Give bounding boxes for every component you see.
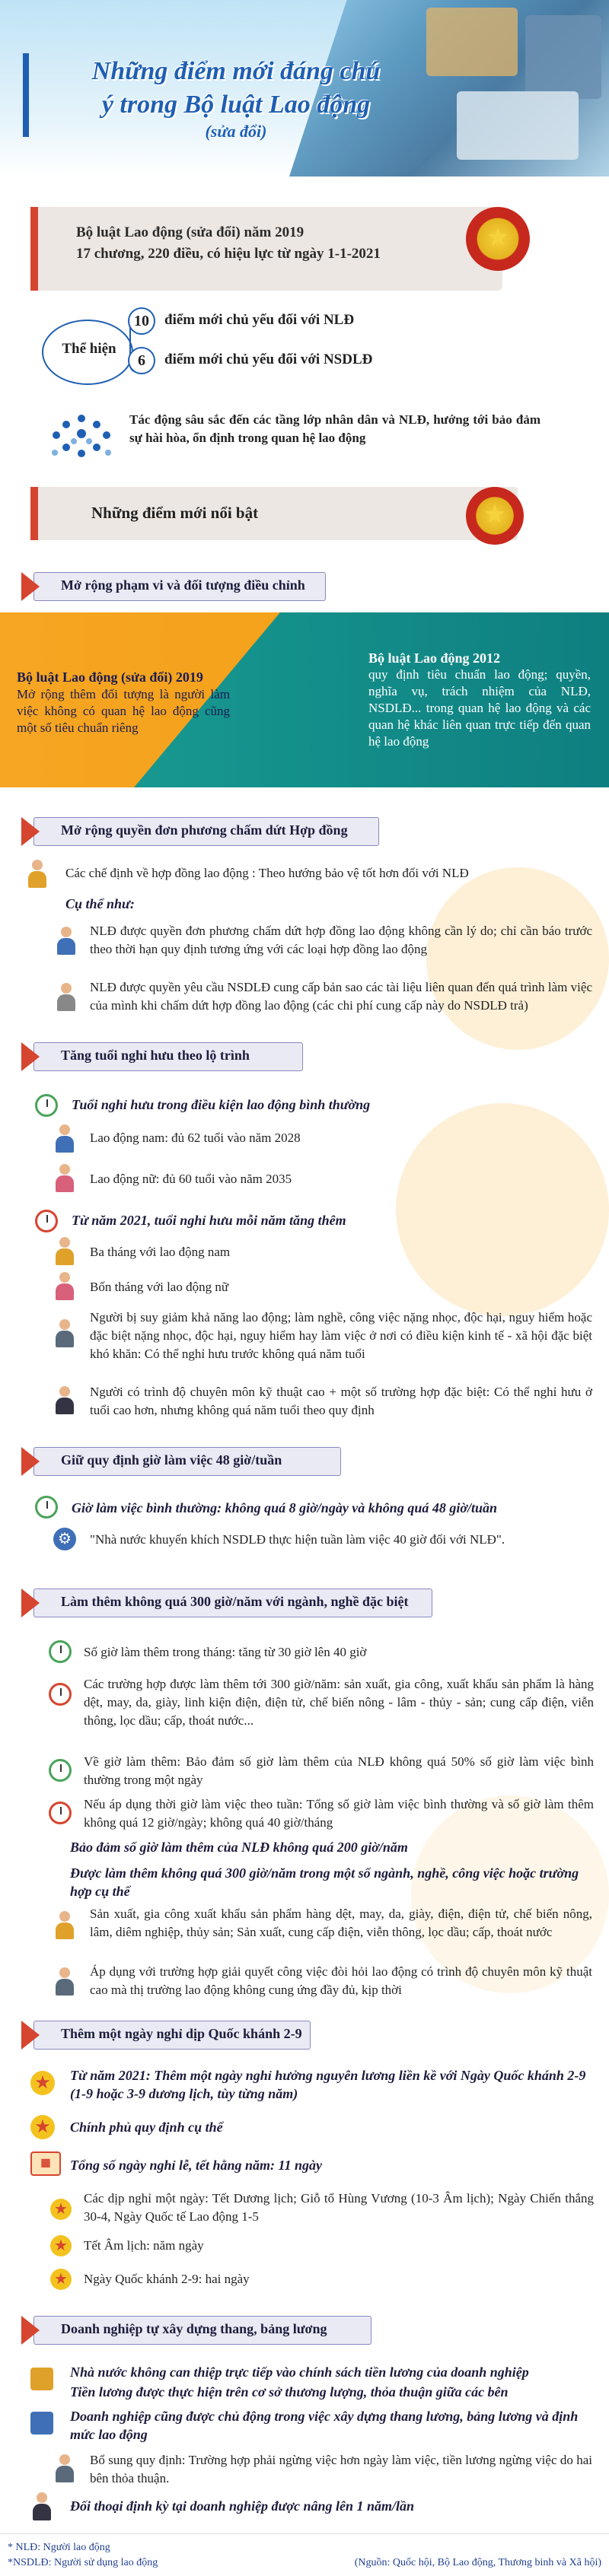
section-title: Giữ quy định giờ làm việc 48 giờ/tuần [61, 1452, 282, 1468]
star-icon: ★ [50, 2235, 72, 2256]
s7-no-intervention: Nhà nước không can thiệp trực tiếp vào chính sách tiền lương của doanh nghiệp [70, 2365, 529, 2380]
document-icon [30, 2412, 53, 2434]
clock-icon [35, 1210, 58, 1232]
s4-quote: "Nhà nước khuyến khích NSDLĐ thực hiện tuần làm việc 40 giờ đối với NLĐ". [90, 1532, 505, 1547]
law-title: Bộ luật Lao động (sửa đổi) năm 2019 [76, 224, 304, 240]
s5-weekly-hours: Nếu áp dụng thời giờ làm việc theo tuần: Tổng số giờ làm việc bình thường và số giờ làm thêm không quá 12 giờ/ngày; không quá 40 giờ/tháng [84, 1797, 594, 1830]
crowd-icon [47, 411, 116, 464]
section-title: Thêm một ngày nghỉ dịp Quốc khánh 2-9 [61, 2026, 302, 2041]
section-heading-7 [21, 2316, 371, 2345]
s3-subheading-1: Tuổi nghỉ hưu trong điều kiện lao động bình thường [72, 1097, 371, 1112]
s6-total: Tổng số ngày nghỉ lễ, tết hằng năm: 11 ngày [70, 2158, 323, 2173]
section-heading-5 [21, 1589, 432, 1617]
employee-icon [55, 983, 76, 1012]
s7-salary-scale: Doanh nghiệp cũng được chủ động trong việc xây dựng thang lương, bảng lương và định mức lao động [70, 2409, 579, 2442]
worker-icon [53, 2454, 75, 2483]
source-credit: (Nguồn: Quốc hội, Bộ Lao động, Thương binh và Xã hội) [354, 2557, 601, 2568]
male-worker-icon [53, 1237, 75, 1266]
section-heading-4 [21, 1447, 341, 1476]
s6-tet: Tết Âm lịch: năm ngày [84, 2238, 204, 2253]
page-title [23, 55, 449, 122]
national-emblem-icon: ★ [466, 487, 524, 545]
compare-right-text: quy định tiêu chuẩn lao động; quyền, nghĩa vụ, trách nhiệm của NLĐ, NSDLĐ... trong quan hệ lao động và các quan hệ khác liên quan trực tiếp đến quan hệ lao động [368, 667, 591, 749]
s7-stop-work: Bổ sung quy định: Trường hợp phải ngừng việc hơn ngày làm việc, tiền lương ngừng việc do hai bên thỏa thuận. [90, 2453, 592, 2485]
s2-specifics-label: Cụ thể như: [65, 896, 135, 911]
highlights-title: Những điểm mới nổi bật [91, 504, 259, 522]
the-hien-label: Thể hiện [62, 341, 116, 357]
count-badge: 10 [128, 307, 155, 335]
clock-icon [35, 1496, 58, 1519]
section-heading-3 [21, 1042, 303, 1071]
s2-intro: Các chế định về hợp đồng lao động : Theo hướng bảo vệ tốt hơn đối với NLĐ [65, 866, 469, 880]
section-title: Làm thêm không quá 300 giờ/năm với ngành, nghề đặc biệt [61, 1594, 409, 1609]
star-icon: ★ [30, 2115, 55, 2139]
s6-gov: Chính phủ quy định cụ thể [70, 2120, 223, 2135]
worker-photo [457, 91, 579, 160]
title-line-1: Những điểm mới đáng chú [91, 57, 381, 85]
section-heading-1 [21, 572, 326, 601]
compare-right-title: Bộ luật Lao động 2012 [368, 650, 501, 666]
dialog-icon [30, 2492, 52, 2521]
s3-early-retire: Người bị suy giảm khả năng lao động; làm nghề, công việc nặng nhọc, độc hại, nguy hiểm hoặc đặc biệt nặng nhọc, độc hại, nguy hiểm hay làm việc ở nơi có điều kiện kinh tế - xã hội đặc biệt khó khăn: Có thể nghỉ hưu trước không quá năm tuổi [90, 1310, 592, 1361]
s5-200-hours: Bảo đảm số giờ làm thêm của NLĐ không quá 200 giờ/năm [70, 1840, 408, 1855]
footnote-nsdld: *NSDLĐ: Người sử dụng lao động [8, 2557, 158, 2568]
s5-industries: Sản xuất, gia công xuất khẩu sản phẩm hàng dệt, may, da, giày, điện, điện tử, chế biến nông, lâm, diêm nghiệp, thủy sản; Sản xuất, cung cấp điện, viễn thông, lọc dầu; cấp, thoát nước [90, 1907, 592, 1939]
s6-new-holiday: Từ năm 2021: Thêm một ngày nghỉ hưởng nguyên lương liền kề với Ngày Quốc khánh 2-9 (1-9 hoặc 3-9 dương lịch, tùy từng năm) [70, 2068, 586, 2101]
impact-text: Tác động sâu sắc đến các tầng lớp nhân dân và NLĐ, hướng tới bảo đảm sự hài hòa, ổn định trong quan hệ lao động [129, 412, 540, 445]
s2-point-2: NLĐ được quyền yêu cầu NSDLĐ cung cấp bản sao các tài liệu liên quan đến quá trình làm việc của mình khi chấm dứt hợp đồng lao động (các chi phí cung cấp này do NSDLĐ trả) [90, 980, 592, 1013]
s3-subheading-2: Từ năm 2021, tuổi nghỉ hưu mỗi năm tăng thêm [72, 1213, 346, 1228]
s5-skilled: Áp dụng với trường hợp giải quyết công việc đòi hỏi lao động có trình độ chuyên môn kỹ thuật cao mà thị trường lao động không cung ứng đầy đủ, kịp thời [90, 1964, 592, 1997]
s5-overtime-50pct: Về giờ làm thêm: Bảo đảm số giờ làm thêm của NLĐ không quá 50% số giờ làm việc bình thường trong một ngày [84, 1754, 594, 1787]
s3-male: Lao động nam: đủ 62 tuổi vào năm 2028 [90, 1131, 301, 1145]
compare-left-title: Bộ luật Lao động (sửa đổi) 2019 [17, 669, 203, 685]
handshake-icon [30, 2368, 53, 2390]
s7-negotiation: Tiền lương được thực hiện trên cơ sở thương lượng, thỏa thuận giữa các bên [70, 2384, 509, 2399]
s5-overtime-300: Các trường hợp được làm thêm tới 300 giờ/năm: sản xuất, gia công, xuất khẩu sản phẩm là hàng dệt, may, da, giày, linh kiện điện, điện tử, chế biến nông - lâm - thủy - sản; cung cấp điện, viễn thông, lọc dầu; cấp, thoát nước... [84, 1677, 594, 1728]
s3-late-retire: Người có trình độ chuyên môn kỹ thuật cao + một số trường hợp đặc biệt: Có thể nghỉ hưu ở tuổi cao hơn, nhưng không quá năm tuổi theo quy định [90, 1385, 592, 1417]
star-icon: ★ [30, 2071, 55, 2095]
section-title: Mở rộng phạm vi và đối tượng điều chỉnh [61, 577, 305, 593]
s7-dialogue: Đối thoại định kỳ tại doanh nghiệp được nâng lên 1 năm/lần [70, 2498, 415, 2514]
page-subtitle: (sửa đổi) [205, 122, 267, 141]
s3-female-increase: Bốn tháng với lao động nữ [90, 1280, 229, 1294]
injured-worker-icon [53, 1319, 75, 1348]
section-title: Tăng tuổi nghỉ hưu theo lộ trình [61, 1048, 250, 1063]
s3-female: Lao động nữ: đủ 60 tuổi vào năm 2035 [90, 1172, 292, 1186]
star-icon: ★ [50, 2269, 72, 2290]
s5-300-hours: Được làm thêm không quá 300 giờ/năm trong một số ngành, nghề, công việc hoặc trường hợp cụ thể [70, 1865, 579, 1899]
law-accent-bar [30, 207, 38, 291]
title-line-2: ý trong Bộ luật Lao động [101, 91, 371, 119]
decorative-elderly-illustration [396, 1103, 609, 1316]
section-heading-6 [21, 2021, 311, 2050]
male-worker-icon [53, 1124, 75, 1153]
compare-left-text: Mở rộng thêm đối tượng là người làm việc không có quan hệ lao động cũng một số tiêu chuẩn riêng [17, 687, 230, 735]
worker-photo [525, 15, 601, 99]
s2-point-1: NLĐ được quyền đơn phương chấm dứt hợp đồng lao động không cần lý do; chỉ cần báo trước theo thời hạn quy định tương ứng với các loại hợp đồng lao động [90, 924, 592, 956]
clock-icon [49, 1759, 72, 1782]
s6-national-day: Ngày Quốc khánh 2-9: hai ngày [84, 2272, 250, 2286]
female-worker-icon [53, 1272, 75, 1301]
star-icon: ★ [50, 2199, 72, 2220]
s3-male-increase: Ba tháng với lao động nam [90, 1245, 231, 1259]
section-title: Mở rộng quyền đơn phương chấm dứt Hợp đồng [61, 822, 348, 838]
section-heading-2 [21, 817, 379, 846]
worker-icon [26, 860, 47, 889]
highlights-accent [30, 487, 38, 540]
clock-icon [49, 1802, 72, 1824]
s5-overtime-month: Số giờ làm thêm trong tháng: tăng từ 30 giờ lên 40 giờ [84, 1645, 367, 1659]
expert-icon [53, 1386, 75, 1415]
female-worker-icon [53, 1164, 75, 1193]
count-badge: 6 [128, 347, 155, 374]
law-summary: 17 chương, 220 điều, có hiệu lực từ ngày 1-1-2021 [76, 246, 381, 262]
factory-worker-icon [53, 1911, 75, 1940]
decorative-sun [426, 867, 609, 1050]
s6-one-day: Các dịp nghỉ một ngày: Tết Dương lịch; Giỗ tổ Hùng Vương (10-3 Âm lịch); Ngày Chiến thắng 30-4, Ngày Quốc tế Lao động 1-5 [84, 2191, 594, 2224]
national-emblem-icon: ★ [466, 207, 530, 271]
clock-icon [49, 1683, 72, 1706]
section-title: Doanh nghiệp tự xây dựng thang, bảng lương [61, 2321, 327, 2336]
the-hien-item: điểm mới chủ yếu đối với NLĐ [164, 312, 355, 328]
clock-icon [49, 1640, 72, 1663]
footnote-nld: * NLĐ: Người lao động [8, 2542, 110, 2553]
the-hien-item: điểm mới chủ yếu đối với NSDLĐ [164, 351, 373, 367]
clock-icon [35, 1094, 58, 1117]
s4-subheading: Giờ làm việc bình thường: không quá 8 giờ/ngày và không quá 48 giờ/tuần [72, 1500, 498, 1515]
gear-icon: ⚙ [53, 1528, 76, 1550]
technician-icon [53, 1967, 75, 1996]
calendar-icon: ▦ [30, 2151, 61, 2176]
employee-icon [55, 927, 76, 956]
law-info [76, 222, 472, 265]
